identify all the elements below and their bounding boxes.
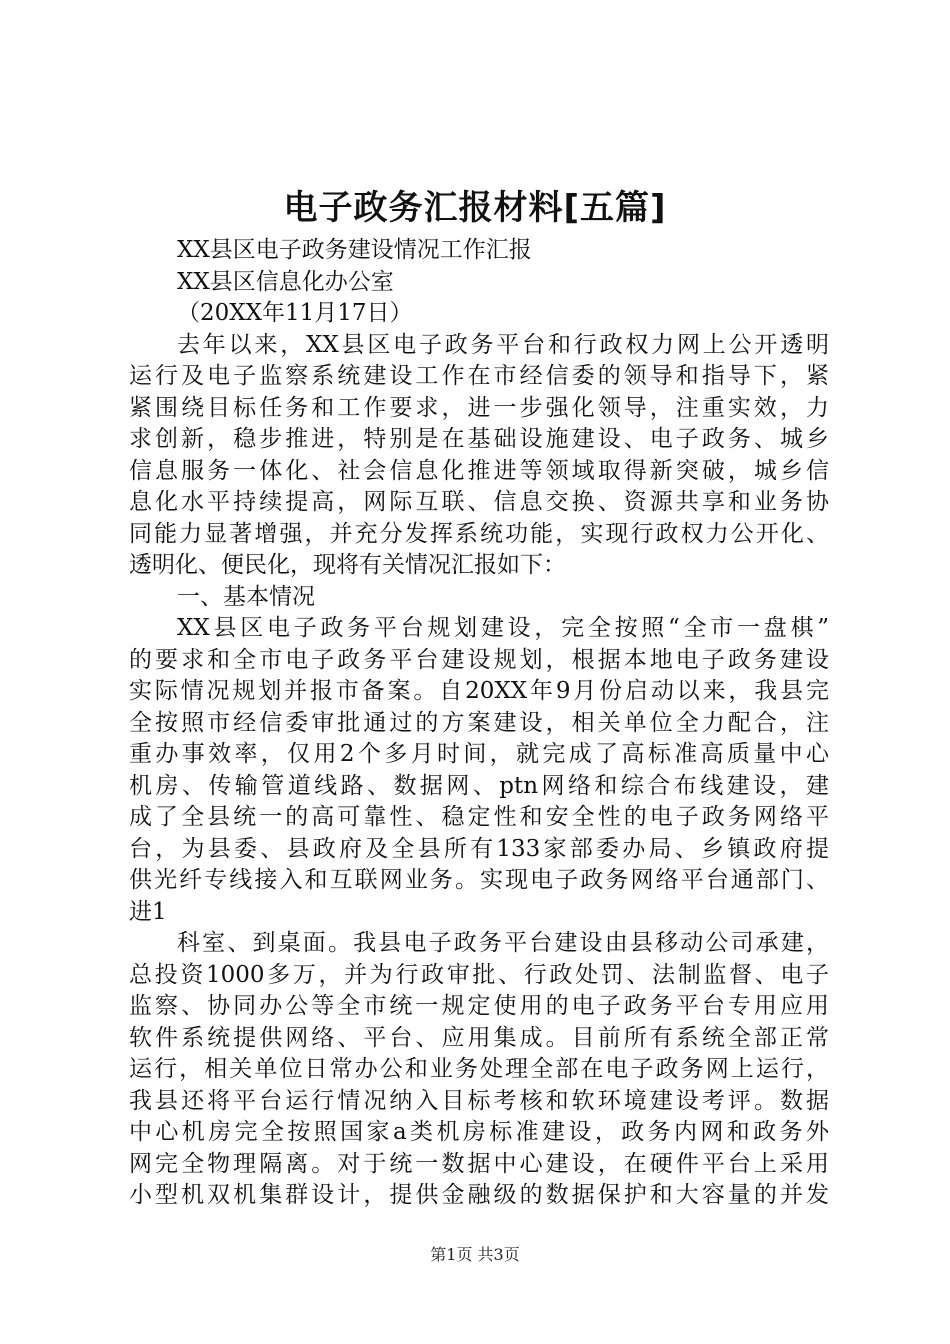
body-line: 去年以来，XX县区电子政务平台和行政权力网上公开透明 [177, 331, 829, 358]
body-line: 总投资1000多万，并为行政审批、行政处罚、法制监督、电子 [129, 961, 829, 988]
body-line: 运行，相关单位日常办公和业务处理全部在电子政务网上运行， [129, 1056, 829, 1082]
body-line: 软件系统提供网络、平台、应用集成。目前所有系统全部正常 [129, 1024, 829, 1051]
page-number-footer: 第1页 共3页 [430, 1245, 520, 1264]
body-line: 的要求和全市电子政务平台建设规划，根据本地电子政务建设 [129, 646, 829, 673]
body-line: （20XX年11月17日） [177, 300, 413, 326]
body-line: 透明化、便民化，现将有关情况汇报如下： [129, 552, 566, 578]
body-line: 中心机房完全按照国家a类机房标准建设，政务内网和政务外 [129, 1119, 829, 1145]
body-line: 科室、到桌面。我县电子政务平台建设由县移动公司承建， [177, 930, 829, 956]
body-line: 同能力显著增强，并充分发挥系统功能，实现行政权力公开化、 [129, 520, 829, 547]
body-line: 台，为县委、县政府及全县所有133家部委办局、乡镇政府提 [129, 835, 829, 862]
body-line: 求创新，稳步推进，特别是在基础设施建设、电子政务、城乡 [129, 426, 829, 452]
section-heading: 一、基本情况 [177, 583, 315, 610]
body-line: 监察、协同办公等全市统一规定使用的电子政务平台专用应用 [129, 993, 829, 1019]
body-line: 信息服务一体化、社会信息化推进等领域取得新突破，城乡信 [129, 457, 829, 484]
body-line: 全按照市经信委审批通过的方案建设，相关单位全力配合，注 [129, 709, 829, 736]
body-line: 进1 [129, 898, 167, 925]
body-line: 实际情况规划并报市备案。自20XX年9月份启动以来，我县完 [129, 678, 829, 704]
body-line: XX县区电子政务平台规划建设，完全按照“全市一盘棋” [177, 615, 829, 641]
body-line: 机房、传输管道线路、数据网、ptn网络和综合布线建设，建 [129, 772, 829, 799]
document-title: 电子政务汇报材料[五篇] [283, 188, 667, 228]
body-line: 供光纤专线接入和互联网业务。实现电子政务网络平台通部门、 [129, 867, 829, 893]
body-line: 重办事效率，仅用2个多月时间，就完成了高标准高质量中心 [129, 741, 829, 767]
body-line: 成了全县统一的高可靠性、稳定性和安全性的电子政务网络平 [129, 804, 829, 830]
body-line: 我县还将平台运行情况纳入目标考核和软环境建设考评。数据 [129, 1087, 829, 1114]
body-line: 网完全物理隔离。对于统一数据中心建设，在硬件平台上采用 [129, 1150, 829, 1177]
body-line: XX县区信息化办公室 [177, 268, 394, 295]
body-line: 紧围绕目标任务和工作要求，进一步强化领导，注重实效，力 [129, 394, 829, 421]
body-line: 小型机双机集群设计，提供金融级的数据保护和大容量的并发 [129, 1182, 829, 1208]
body-line: 息化水平持续提高，网际互联、信息交换、资源共享和业务协 [129, 489, 829, 515]
document-body [129, 235, 829, 1212]
body-line: 运行及电子监察系统建设工作在市经信委的领导和指导下，紧 [129, 363, 829, 389]
body-line: XX县区电子政务建设情况工作汇报 [177, 237, 532, 263]
